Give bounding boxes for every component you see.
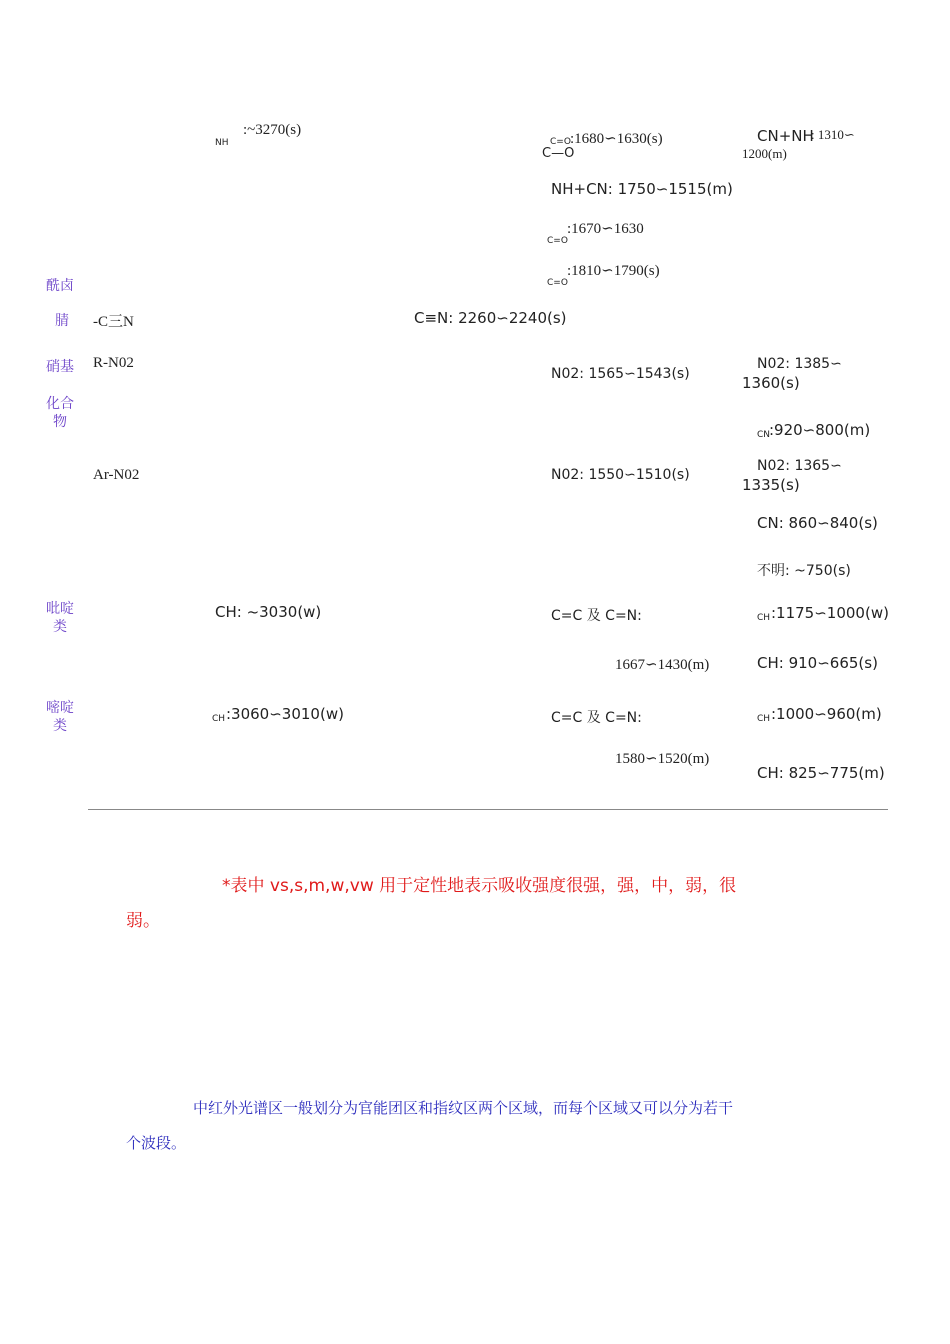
pyridine-ch2-value: :1175∽1000(w) <box>771 604 889 622</box>
co2-subscript: C=O <box>547 236 568 246</box>
pyridine-cc: C=C 及 C=N: <box>551 608 642 624</box>
cn-value-2: CN: 860∽840(s) <box>757 514 878 532</box>
co1-subscript: C=O <box>550 137 571 147</box>
category-pyridine-2: 类 <box>53 619 67 635</box>
cn-value: :920∽800(m) <box>769 421 871 439</box>
r-no2-formula: R-N02 <box>93 355 134 371</box>
nitrile-value: C≡N: 2260∽2240(s) <box>414 309 567 327</box>
category-acyl-halide: 酰卤 <box>46 278 74 294</box>
category-pyrimidine-2: 类 <box>53 718 67 734</box>
paragraph-line-2: 个波段。 <box>126 1134 187 1152</box>
co1-under: C—O <box>542 146 575 161</box>
category-nitrile: 腈 <box>55 313 69 329</box>
category-nitro-3: 物 <box>53 414 67 430</box>
ar-no2-sym: N02: 1365∽ <box>757 458 842 474</box>
r-no2-sym: N02: 1385∽ <box>757 356 842 372</box>
co1-value: :1680∽1630(s) <box>570 131 663 147</box>
table-bottom-rule <box>88 809 888 810</box>
pyridine-cc-value: 1667∽1430(m) <box>615 657 710 673</box>
pyrimidine-ch2-value: :1000∽960(m) <box>771 705 882 723</box>
pyridine-ch2-subscript: CH <box>757 613 771 623</box>
category-nitro-1: 硝基 <box>46 359 74 375</box>
co3-subscript: C=O <box>547 278 568 288</box>
r-no2-asym: N02: 1565∽1543(s) <box>551 366 690 382</box>
co2-value: :1670∽1630 <box>567 221 644 237</box>
pyrimidine-ch3: CH: 825∽775(m) <box>757 764 885 782</box>
r-no2-sym-2: 1360(s) <box>742 374 800 392</box>
paragraph-line-1: 中红外光谱区一般划分为官能团区和指纹区两个区域，而每个区域又可以分为若干 <box>193 1099 734 1117</box>
pyrimidine-ch-value: :3060∽3010(w) <box>226 705 344 723</box>
nh-value: :~3270(s) <box>243 122 302 138</box>
pyridine-ch: CH: ~3030(w) <box>215 603 322 621</box>
category-pyridine-1: 吡啶 <box>46 601 74 617</box>
category-pyrimidine-1: 嘧啶 <box>46 700 74 716</box>
nh-cn-value: NH+CN: 1750∽1515(m) <box>551 180 733 198</box>
nitrile-formula: -C三N <box>93 314 134 330</box>
co3-value: :1810∽1790(s) <box>567 263 660 279</box>
ar-no2-sym-2: 1335(s) <box>742 476 800 494</box>
pyrimidine-ch-subscript: CH <box>212 714 226 724</box>
pyrimidine-cc: C=C 及 C=N: <box>551 710 642 726</box>
intensity-note-line-2: 弱。 <box>126 911 160 931</box>
ar-no2-formula: Ar-N02 <box>93 467 140 483</box>
ar-no2-asym: N02: 1550∽1510(s) <box>551 467 690 483</box>
nh-subscript: NH <box>215 138 229 148</box>
pyrimidine-ch2-subscript: CH <box>757 714 771 724</box>
cn-nh-value: : 1310∽ <box>811 127 855 142</box>
cn-subscript: CN <box>757 430 771 440</box>
category-nitro-2: 化合 <box>46 396 74 412</box>
unknown-value: 不明: ~750(s) <box>757 563 851 579</box>
cn-nh-label: CN+NH <box>757 127 814 145</box>
pyridine-ch3: CH: 910∽665(s) <box>757 654 878 672</box>
cn-nh-value-2: 1200(m) <box>742 146 787 161</box>
intensity-note-line-1: *表中 vs,s,m,w,vw 用于定性地表示吸收强度很强，强，中，弱，很 <box>222 876 737 896</box>
pyrimidine-cc-value: 1580∽1520(m) <box>615 751 710 767</box>
